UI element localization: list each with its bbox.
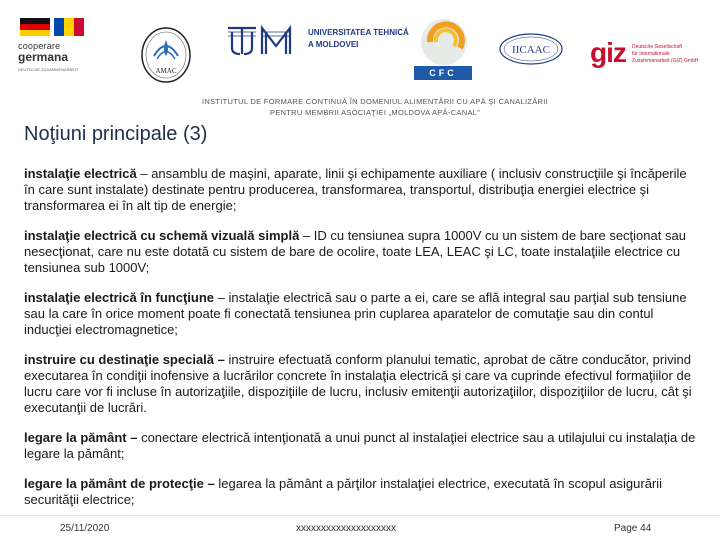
definitions-list: [24, 166, 696, 522]
utm-emblem-icon: [226, 22, 306, 58]
definition-term: legare la pământ –: [24, 430, 138, 445]
coop-line1: cooperare: [18, 41, 61, 51]
cfc-emblem-icon: [410, 18, 474, 68]
cfc-label: CFC: [414, 66, 472, 80]
moldova-flag-icon: [54, 18, 84, 36]
definition-paragraph: [24, 476, 696, 508]
iicaac-emblem-icon: [498, 32, 564, 66]
definition-text: instruire efectuată conform planului tematic, aprobat de către conducător, privind executarea în condiţii inofensive a lucrărilor concrete în instalaţia electrică şi care va cuprinde efectivul formaţiilor de lucru care vor fi incluse în autorizaţiile, dispoziţiile de lucru, inclusiv emitenţii autorizaţiilor, dispoziţiilor de lucru, cât şi executanţii de lucrări.: [24, 352, 692, 415]
definition-term: instalaţie electrică în funcţiune: [24, 290, 214, 305]
footer-page-number: Page 44: [614, 523, 652, 534]
footer-placeholder: xxxxxxxxxxxxxxxxxxxx: [296, 523, 396, 534]
utm-line1: UNIVERSITATEA TEHNICĂ: [308, 28, 409, 37]
utm-logo: [226, 22, 409, 58]
definition-paragraph: [24, 290, 696, 338]
coop-line2: germana: [18, 50, 69, 64]
definition-paragraph: [24, 228, 696, 276]
giz-line1: Deutsche Gesellschaft: [632, 44, 683, 50]
giz-line3: Zusammenarbeit (GIZ) GmbH: [632, 58, 699, 64]
amac-logo: [140, 26, 192, 84]
definition-term: instruire cu destinaţie specială –: [24, 352, 225, 367]
definition-term: instalaţie electrică cu schemă vizuală simplă: [24, 228, 300, 243]
iicaac-logo: [498, 32, 564, 66]
giz-logo: [590, 38, 710, 78]
svg-text:IICAAC: IICAAC: [512, 44, 550, 56]
definition-text: – ansamblu de maşini, aparate, linii şi echipamente auxiliare ( inclusiv construcţiile şi încăperile în care sunt instalate) destinate pentru producerea, transformarea, transportul, distribuţia energiei electrice şi transformarea ei în alt tip de energie;: [24, 166, 687, 213]
institute-line2: PENTRU MEMBRII ASOCIAŢIEI „MOLDOVA APĂ-CANAL”: [269, 108, 481, 117]
definition-paragraph: [24, 166, 696, 214]
amac-emblem-icon: [140, 26, 192, 84]
slide-footer: [0, 515, 720, 541]
logo-bar: [0, 0, 720, 92]
definition-text: – ID cu tensiunea supra 1000V cu un sistem de bare secţionat sau nesecţionat, care nu este dotată cu sistem de bare de ocolire, toate LEA, LEAC şi LC, toate instalaţiile electrice cu tensiunea sub 1000V;: [24, 228, 686, 275]
definition-term: legare la pământ de protecţie –: [24, 476, 215, 491]
definition-text: – instalaţie electrică sau o parte a ei, care se află integral sau parţial sub tensiune sau la care în orice moment poate fi conectată tensiunea prin cuplarea aparatelor de comutaţie sau din contul inducţiei electromagnetice;: [24, 290, 687, 337]
giz-wordmark: giz: [590, 37, 626, 68]
definition-paragraph: [24, 352, 696, 416]
giz-line2: für Internationale: [632, 51, 670, 57]
svg-text:AMAC: AMAC: [155, 67, 177, 75]
definition-paragraph: [24, 430, 696, 462]
institute-header: [150, 96, 600, 118]
footer-date: 25/11/2020: [60, 523, 110, 534]
slide-title: Noţiuni principale (3): [24, 123, 208, 145]
utm-line2: A MOLDOVEI: [308, 40, 359, 49]
cfc-logo: [410, 18, 474, 80]
coop-line3: DEUTSCHE ZUSAMMENARBEIT: [18, 67, 79, 72]
definition-text: legarea la pământ a părţilor instalaţiei electrice, executată în scopul asigurării securităţii electrice;: [24, 476, 663, 507]
cooperare-germana-logo: [18, 14, 90, 76]
institute-line1: INSTITUTUL DE FORMARE CONTINUĂ ÎN DOMENIUL ALIMENTĂRII CU APĂ ŞI CANALIZĂRII: [201, 97, 549, 106]
definition-text: conectare electrică intenţionată a unui punct al instalaţiei electrice sau a utilajului cu instalaţia de legare la pământ;: [24, 430, 696, 461]
germany-flag-icon: [20, 18, 50, 36]
definition-term: instalaţie electrică: [24, 166, 137, 181]
